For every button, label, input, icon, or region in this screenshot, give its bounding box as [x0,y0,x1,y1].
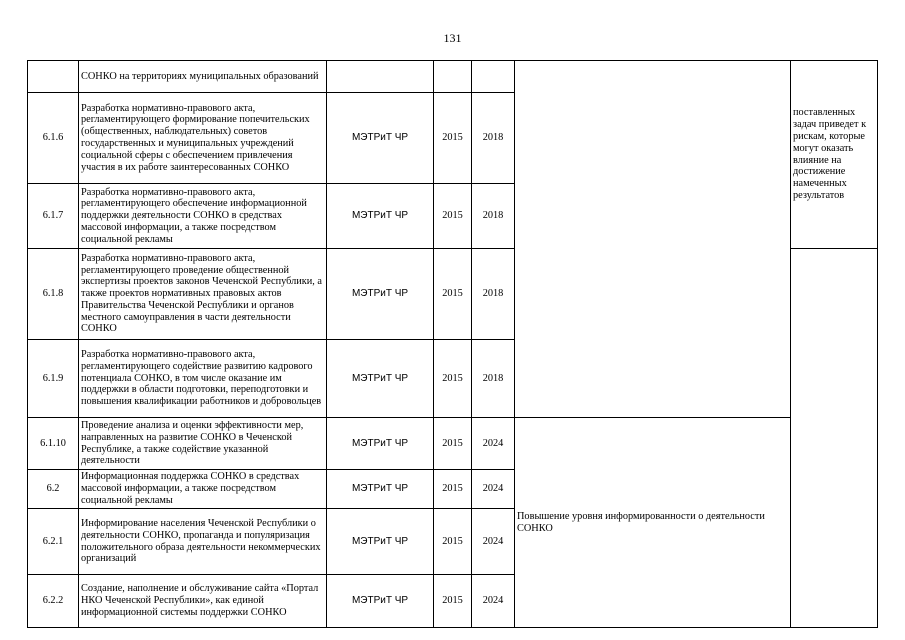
measures-table [27,60,878,628]
measure-description: Информирование населения Чеченской Республики о деятельности СОНКО, пропаганда и популяризация положительного образа деятельности некоммерческих организаций [79,509,327,575]
measure-description: СОНКО на территориях муниципальных образований [79,61,327,93]
start-year: 2015 [434,418,472,470]
measure-description: Информационная поддержка СОНКО в средствах массовой информации, а также посредством социальной рекламы [79,470,327,509]
executor-cell: МЭТРиТ ЧР [327,249,434,340]
risk-cell-empty [791,249,878,628]
measure-description: Разработка нормативно-правового акта, регламентирующего формирование попечительских (общественных, наблюдательных) советов государственных и муниципальных учреждений социальной сферы с обеспечением привлечения участия в их работе заинтересованных СОНКО [79,93,327,184]
start-year: 2015 [434,184,472,249]
row-number: 6.1.6 [28,93,79,184]
end-year: 2018 [472,93,515,184]
row-number: 6.2.1 [28,509,79,575]
end-year: 2024 [472,418,515,470]
measure-description: Проведение анализа и оценки эффективности мер, направленных на развитие СОНКО в Чеченской Республике, а также содействие указанной деятельности [79,418,327,470]
executor-cell: МЭТРиТ ЧР [327,93,434,184]
expected-result-cell: Повышение уровня информированности о деятельности СОНКО [515,418,791,628]
end-year: 2024 [472,470,515,509]
executor-cell: МЭТРиТ ЧР [327,470,434,509]
table-row [28,418,878,470]
row-number: 6.2 [28,470,79,509]
measure-description: Разработка нормативно-правового акта, регламентирующего обеспечение информационной поддержки деятельности СОНКО в средствах массовой информации, а также посредством социальной рекламы [79,184,327,249]
start-year: 2015 [434,93,472,184]
executor-cell: МЭТРиТ ЧР [327,340,434,418]
end-year: 2018 [472,340,515,418]
start-year [434,61,472,93]
row-number: 6.1.9 [28,340,79,418]
executor-cell: МЭТРиТ ЧР [327,575,434,628]
row-number: 6.1.10 [28,418,79,470]
end-year [472,61,515,93]
measure-description: Разработка нормативно-правового акта, регламентирующего содействие развитию кадрового потенциала СОНКО, в том числе оказание им поддержки в области подготовки, переподготовки и повышения квалификации работников и добровольцев [79,340,327,418]
executor-cell: МЭТРиТ ЧР [327,418,434,470]
end-year: 2018 [472,184,515,249]
start-year: 2015 [434,340,472,418]
executor-cell [327,61,434,93]
risk-cell: поставленных задач приведет к рискам, которые могут оказать влияние на достижение намеченных результатов [791,61,878,249]
end-year: 2018 [472,249,515,340]
start-year: 2015 [434,470,472,509]
page-number: 131 [443,31,462,45]
row-number: 6.2.2 [28,575,79,628]
expected-result-cell [515,61,791,418]
start-year: 2015 [434,249,472,340]
end-year: 2024 [472,575,515,628]
executor-cell: МЭТРиТ ЧР [327,509,434,575]
executor-cell: МЭТРиТ ЧР [327,184,434,249]
start-year: 2015 [434,575,472,628]
row-number [28,61,79,93]
measure-description: Создание, наполнение и обслуживание сайта «Портал НКО Чеченской Республики», как единой информационной системы поддержки СОНКО [79,575,327,628]
row-number: 6.1.7 [28,184,79,249]
row-number: 6.1.8 [28,249,79,340]
start-year: 2015 [434,509,472,575]
end-year: 2024 [472,509,515,575]
measure-description: Разработка нормативно-правового акта, регламентирующего проведение общественной экспертизы проектов законов Чеченской Республики, а также проектов нормативных правовых актов Правительства Чеченской Республики и органов местного самоуправления в части деятельности СОНКО [79,249,327,340]
table-row [28,61,878,93]
